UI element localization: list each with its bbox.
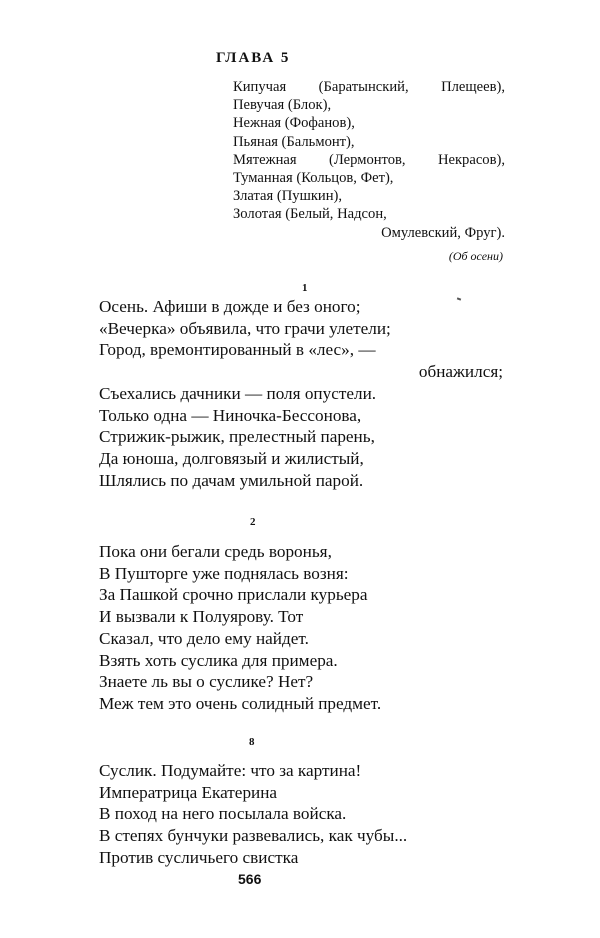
verse-line: Меж тем это очень солидный предмет.	[99, 693, 382, 713]
verse-line: В Пушторге уже поднялась возня:	[99, 563, 349, 583]
epigraph-line: Певучая (Блок),	[233, 97, 332, 114]
verse-line: Съехались дачники — поля опустели.	[99, 383, 377, 403]
epigraph-word: (Лермонтов,	[329, 151, 406, 168]
verse-line: «Вечерка» объявила, что грачи улетели;	[99, 318, 391, 338]
page-number: 566	[238, 871, 262, 887]
section-number: 1	[302, 282, 308, 294]
verse-line: Против сусличьего свистка	[99, 847, 299, 867]
section-number: 8	[249, 736, 255, 748]
verse-line: В степях бунчуки развевались, как чубы...	[99, 826, 408, 846]
epigraph-line: Пьяная (Бальмонт),	[233, 133, 355, 150]
epigraph-line	[233, 78, 505, 96]
epigraph-word: Некрасов),	[437, 151, 505, 168]
verse-line: Шлялись по дачам умильной парой.	[99, 470, 364, 490]
epigraph-word: Плещеев),	[441, 79, 505, 95]
epigraph-line: Златая (Пушкин),	[233, 188, 343, 205]
verse-line: Суслик. Подумайте: что за картина!	[99, 761, 362, 780]
epigraph-word: Кипучая	[233, 79, 287, 95]
verse-line: Стрижик-рыжик, прелестный парень,	[99, 427, 375, 447]
stanza	[99, 760, 503, 869]
epigraph-line: Нежная (Фофанов),	[233, 115, 355, 132]
chapter-title: ГЛАВА 5	[216, 50, 291, 66]
epigraph-word: (Баратынский,	[318, 79, 409, 95]
verse-line: Сказал, что дело ему найдет.	[99, 628, 309, 648]
verse-line: Город, времонтированный в «лес», —	[99, 340, 376, 360]
verse-line: Взять хоть суслика для примера.	[99, 650, 338, 670]
verse-line: обнажился;	[418, 362, 503, 382]
verse-line: В поход на него посылала войска.	[99, 804, 347, 824]
epigraph-line: Омулевский, Фруг).	[381, 224, 505, 241]
verse-line: Только одна — Ниночка-Бессонова,	[99, 405, 362, 425]
epigraph-source: (Об осени)	[448, 248, 503, 263]
stanza	[99, 296, 503, 491]
verse-line: И вызвали к Полуярову. Тот	[99, 607, 304, 627]
verse-line: Да юноша, долговязый и жилистый,	[99, 448, 364, 468]
section-number: 2	[250, 516, 256, 528]
verse-line: Пока они бегали средь воронья,	[99, 542, 332, 561]
verse-line: Императрица Екатерина	[99, 782, 278, 802]
stanza	[99, 541, 503, 715]
epigraph-line	[233, 151, 505, 169]
verse-line: Знаете ль вы о суслике? Нет?	[99, 672, 314, 692]
epigraph-line: Туманная (Кольцов, Фет),	[233, 170, 394, 187]
verse-line: Осень. Афиши в дожде и без оного;	[99, 297, 361, 316]
verse-line: За Пашкой срочно прислали курьера	[99, 585, 368, 605]
epigraph	[233, 78, 505, 265]
epigraph-word: Мятежная	[233, 151, 297, 168]
epigraph-line: Золотая (Белый, Надсон,	[233, 206, 387, 223]
